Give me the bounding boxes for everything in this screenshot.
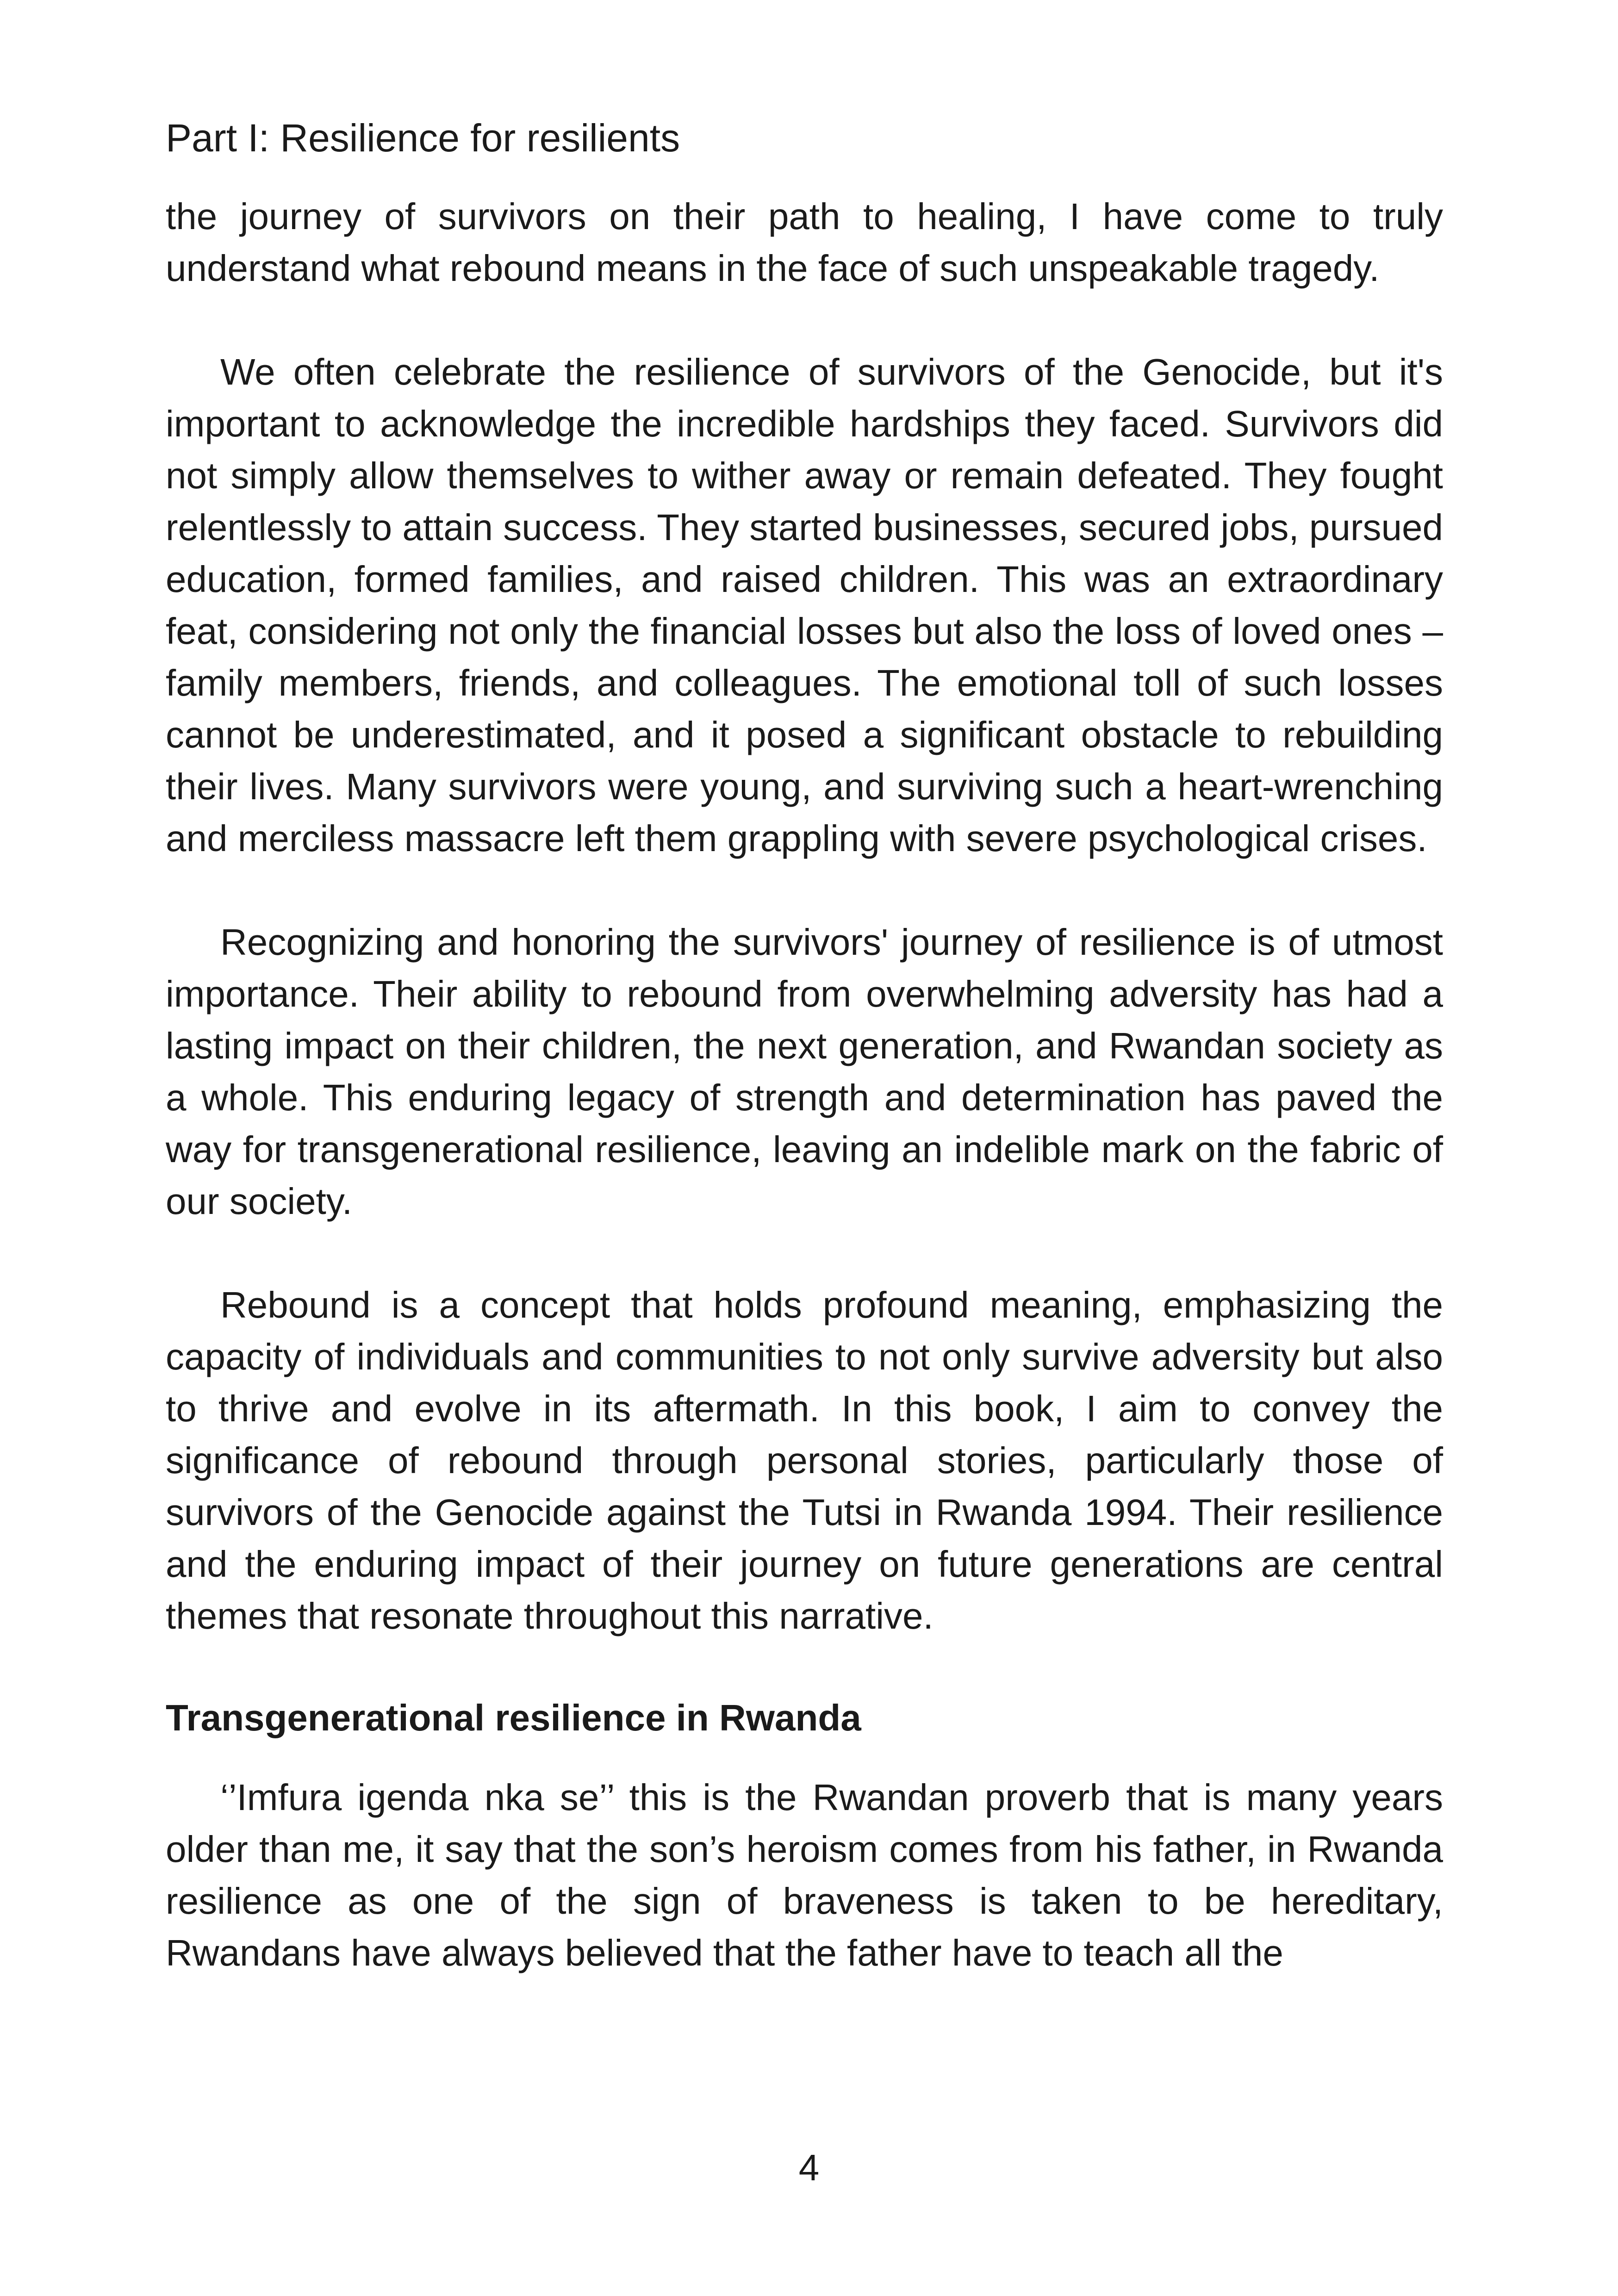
paragraph-proverb: ‘’Imfura igenda nka se’’ this is the Rwandan proverb that is many years older than me, it say that the son’s heroism comes from his father, in Rwanda resilience as one of the sign of braveness is taken to be hereditary, Rwandans have always believed that the father have to teach all the bbox=[166, 1777, 1443, 1973]
paragraph-honoring-survivors: Recognizing and honoring the survivors' journey of resilience is of utmost importance. Their ability to rebound from overwhelming adversity has had a lasting impact on their children, the next generation, and Rwandan society as a whole. This enduring legacy of strength and determination has paved the way for transgenerational resilience, leaving an indelible mark on the fabric of our society. bbox=[166, 921, 1443, 1222]
page-body bbox=[166, 191, 1443, 2031]
page-number: 4 bbox=[798, 2147, 820, 2188]
paragraph-continued: the journey of survivors on their path to healing, I have come to truly understand what rebound means in the face of such unspeakable tragedy. bbox=[166, 196, 1443, 289]
paragraph-rebound-concept: Rebound is a concept that holds profound meaning, emphasizing the capacity of individuals and communities to not only survive adversity but also to thrive and evolve in its aftermath. In this book, I aim to convey the significance of rebound through personal stories, particularly those of survivors of the Genocide against the Tutsi in Rwanda 1994. Their resilience and the enduring impact of their journey on future generations are central themes that resonate throughout this narrative. bbox=[166, 1284, 1443, 1636]
running-header: Part I: Resilience for resilients bbox=[166, 116, 680, 160]
section-heading: Transgenerational resilience in Rwanda bbox=[166, 1697, 861, 1738]
paragraph-survivor-hardships: We often celebrate the resilience of survivors of the Genocide, but it's important to acknowledge the incredible hardships they faced. Survivors did not simply allow themselves to wither away or remain defeated. They fought relentlessly to attain success. They started businesses, secured jobs, pursued education, formed families, and raised children. This was an extraordinary feat, considering not only the financial losses but also the loss of loved ones – family members, friends, and colleagues. The emotional toll of such losses cannot be underestimated, and it posed a significant obstacle to rebuilding their lives. Many survivors were young, and surviving such a heart-wrenching and merciless massacre left them grappling with severe psychological crises. bbox=[166, 351, 1443, 859]
